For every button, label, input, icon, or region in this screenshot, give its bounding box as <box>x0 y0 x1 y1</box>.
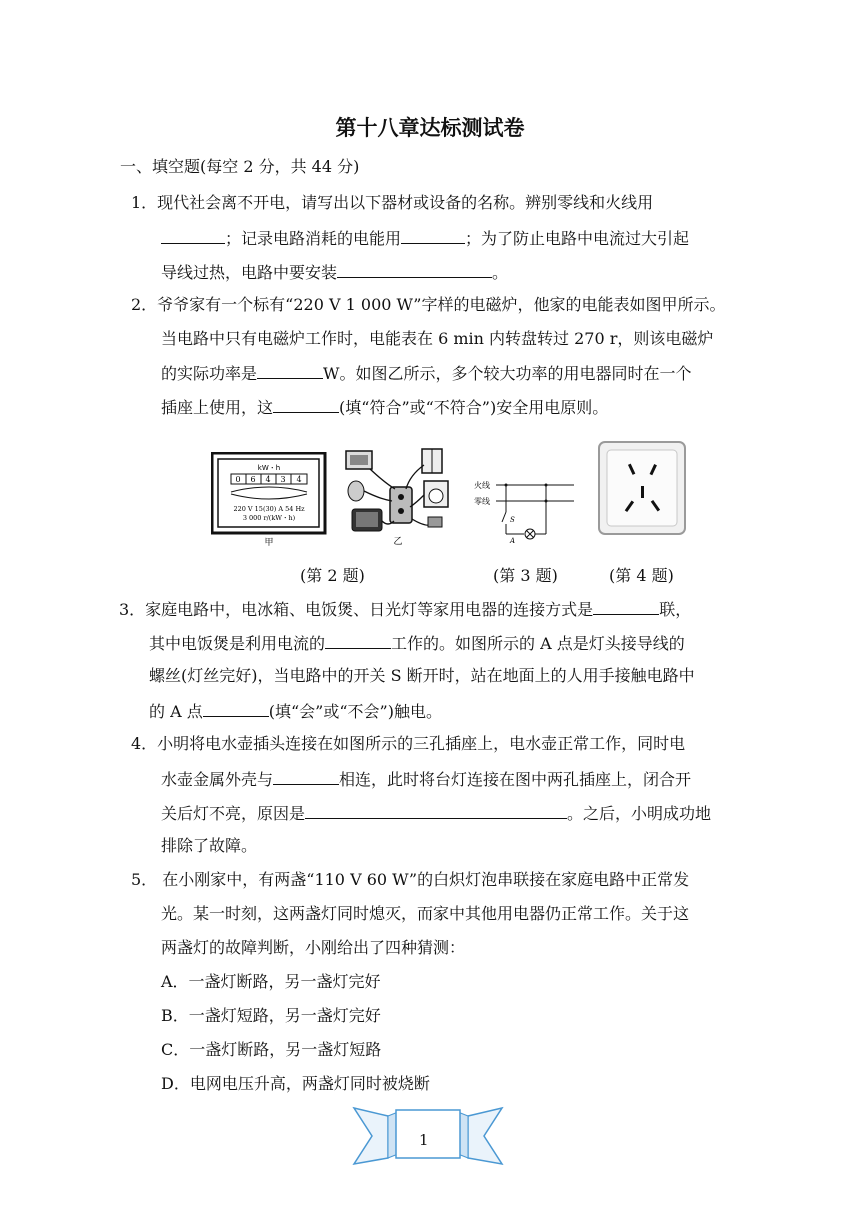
q1-line-1: 1．现代社会离不开电，请写出以下器材或设备的名称。辨别零线和火线用 <box>131 193 654 212</box>
q2-line-2: 当电路中只有电磁炉工作时，电能表在 6 min 内转盘转过 270 r，则该电磁炉 <box>161 329 714 348</box>
meter-spec-label: 220 V 15(30) A 54 Hz <box>233 505 305 513</box>
q4-line-3: 关后灯不亮，原因是 。之后，小明成功地 <box>161 804 712 823</box>
q2-line-4: 插座上使用，这 (填“符合”或“不符合”)安全用电原则。 <box>161 398 609 417</box>
q4-blank-2[interactable] <box>305 802 567 819</box>
page-title: 第十八章达标测试卷 <box>335 116 525 140</box>
wall-socket-figure <box>597 440 689 538</box>
figure-label-yi: 乙 <box>393 537 403 547</box>
q1-blank-1[interactable] <box>161 227 225 244</box>
q3-blank-1[interactable] <box>593 598 659 615</box>
q5-line-2: 光。某一时刻，这两盏灯同时熄灭，而家中其他用电器仍正常工作。关于这 <box>161 904 690 923</box>
q4-line-4: 排除了故障。 <box>161 836 258 855</box>
q3-blank-2[interactable] <box>325 632 391 649</box>
meter-digit: 6 <box>250 475 256 484</box>
electricity-meter-figure <box>211 452 331 548</box>
point-a-label: A <box>510 537 516 545</box>
overloaded-socket-figure <box>340 443 462 553</box>
q4-blank-1[interactable] <box>273 768 339 785</box>
meter-digit: 4 <box>296 475 302 484</box>
meter-unit-label: kW・h <box>257 464 281 472</box>
q3-line-2: 其中电饭煲是利用电流的 工作的。如图所示的 A 点是灯头接导线的 <box>149 634 685 653</box>
circuit-diagram-figure <box>472 474 578 546</box>
caption-q2: (第 2 题) <box>300 566 365 585</box>
caption-q3: (第 3 题) <box>493 566 558 585</box>
meter-digit: 0 <box>235 475 241 484</box>
q3-blank-3[interactable] <box>203 700 269 717</box>
q3-line-3: 螺丝(灯丝完好)，当电路中的开关 S 断开时，站在地面上的人用手接触电路中 <box>149 666 695 685</box>
meter-rev-label: 3 000 r/(kW・h) <box>242 514 296 522</box>
q3-line-4: 的 A 点 (填“会”或“不会”)触电。 <box>149 702 442 721</box>
q1-blank-2[interactable] <box>401 227 465 244</box>
q5-line-3: 两盏灯的故障判断，小刚给出了四种猜测： <box>161 938 466 957</box>
neutral-wire-label: 零线 <box>474 497 490 506</box>
q2-line-3: 的实际功率是 W。如图乙所示，多个较大功率的用电器同时在一个 <box>161 364 692 383</box>
live-wire-label: 火线 <box>474 481 490 490</box>
q5-option-c[interactable]: C．一盏灯断路，另一盏灯短路 <box>161 1040 382 1059</box>
figure-label-jia: 甲 <box>264 538 274 548</box>
q5-option-a[interactable]: A．一盏灯断路，另一盏灯完好 <box>161 972 381 991</box>
q3-line-1: 3．家庭电路中，电冰箱、电饭煲、日光灯等家用电器的连接方式是 联， <box>119 600 692 619</box>
q5-option-b[interactable]: B．一盏灯短路，另一盏灯完好 <box>161 1006 381 1025</box>
section-heading: 一、填空题(每空 2 分，共 44 分) <box>120 157 360 176</box>
q1-blank-3[interactable] <box>337 261 492 278</box>
meter-digit: 3 <box>280 475 286 484</box>
q1-line-2: ；记录电路消耗的电能用 ；为了防止电路中电流过大引起 <box>161 227 689 249</box>
page-number: 1 <box>419 1131 429 1149</box>
caption-q4: (第 4 题) <box>609 566 674 585</box>
q2-blank-1[interactable] <box>257 362 323 379</box>
q5-option-d[interactable]: D．电网电压升高，两盏灯同时被烧断 <box>161 1074 430 1093</box>
switch-label: S <box>510 516 515 524</box>
meter-digit: 4 <box>265 475 271 484</box>
q4-line-2: 水壶金属外壳与 相连，此时将台灯连接在图中两孔插座上，闭合开 <box>161 770 692 789</box>
q5-line-1: 5． 在小刚家中，有两盏“110 V 60 W”的白炽灯泡串联接在家庭电路中正常发 <box>131 870 690 889</box>
q2-blank-2[interactable] <box>273 396 339 413</box>
q1-line-3: 导线过热，电路中要安装 。 <box>161 263 509 282</box>
q2-line-1: 2．爷爷家有一个标有“220 V 1 000 W”字样的电磁炉，他家的电能表如图甲所示。 <box>131 295 726 314</box>
q4-line-1: 4．小明将电水壶插头连接在如图所示的三孔插座上，电水壶正常工作，同时电 <box>131 734 686 753</box>
